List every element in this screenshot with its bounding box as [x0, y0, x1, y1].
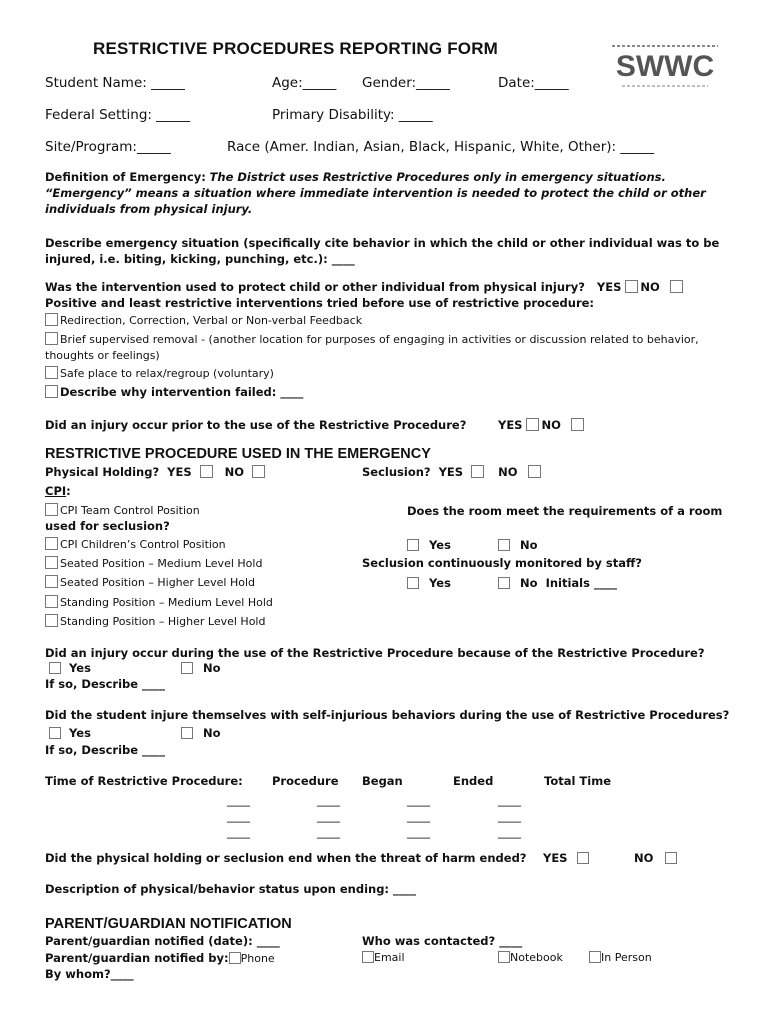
failed-label: Describe why intervention failed: ____	[60, 385, 304, 399]
cpi-label	[45, 484, 71, 498]
injury-prior-options	[498, 418, 586, 432]
seclusion-yes-checkbox[interactable]	[471, 465, 484, 478]
injury-during-question: Did an injury occur during the use of the Restrictive Procedure because of the Restrictive Procedure?	[45, 646, 705, 660]
time-cell[interactable]: ____	[498, 825, 521, 839]
time-cell[interactable]: ____	[227, 825, 250, 839]
cpi-text: CPI	[45, 484, 67, 498]
positive-interventions-label: Positive and least restrictive interventions tried before use of restrictive procedure:	[45, 296, 595, 310]
definition-line2: “Emergency” means a situation where immediate intervention is needed to protect the child or other	[45, 186, 706, 200]
injury-prior-no-checkbox[interactable]	[571, 418, 584, 431]
intervention-option-1[interactable]	[45, 313, 362, 327]
injury-during-no-checkbox[interactable]	[181, 662, 193, 674]
date-field[interactable]: Date:_____	[498, 75, 569, 91]
injury-during-no-label: No	[203, 661, 221, 675]
parent-heading: PARENT/GUARDIAN NOTIFICATION	[45, 916, 292, 932]
injury-during-no[interactable]	[181, 661, 221, 675]
option-2-label: Brief supervised removal - (another location for purposes of engaging in activities or discussion related to behavior,	[60, 333, 699, 346]
physical-holding-row	[45, 465, 267, 479]
time-col-procedure: Procedure	[272, 774, 339, 788]
site-program-field[interactable]: Site/Program:_____	[45, 139, 171, 155]
intervention-failed[interactable]	[45, 385, 303, 399]
self-injury-question: Did the student injure themselves with self-injurious behaviors during the use of Restrictive Procedures?	[45, 708, 730, 722]
logo-wordmark: SWWC	[615, 50, 715, 83]
time-cell[interactable]: ____	[317, 809, 340, 823]
primary-disability-field[interactable]: Primary Disability: _____	[272, 107, 433, 123]
parent-notified-date[interactable]: Parent/guardian notified (date): ____	[45, 934, 280, 948]
failed-checkbox[interactable]	[45, 385, 58, 398]
physical-holding-yes-checkbox[interactable]	[200, 465, 213, 478]
seclusion-label: Seclusion?	[362, 465, 431, 479]
room-yes-label: Yes	[429, 538, 451, 552]
swwc-logo	[610, 40, 720, 92]
room-no-checkbox[interactable]	[498, 539, 510, 551]
intervention-option-3[interactable]	[45, 366, 274, 380]
notified-by-row	[45, 951, 275, 965]
notebook-label: Notebook	[510, 951, 563, 964]
room-question-line2: used for seclusion?	[45, 519, 170, 533]
time-cell[interactable]: ____	[317, 793, 340, 807]
intervention-no-label: NO	[640, 280, 660, 294]
injury-during-describe[interactable]: If so, Describe ____	[45, 677, 166, 691]
intervention-option-2[interactable]	[45, 332, 699, 346]
time-cell[interactable]: ____	[498, 809, 521, 823]
injury-prior-yes-label: YES	[498, 418, 523, 432]
ending-status[interactable]: Description of physical/behavior status upon ending: ____	[45, 882, 417, 896]
self-injury-yes-checkbox[interactable]	[49, 727, 61, 739]
ending-yes[interactable]	[543, 851, 589, 865]
notified-by-label: Parent/guardian notified by:	[45, 951, 229, 965]
procedure-heading: RESTRICTIVE PROCEDURE USED IN THE EMERGENCY	[45, 446, 431, 462]
hold-option-3[interactable]	[45, 556, 262, 570]
option-2-continuation: thoughts or feelings)	[45, 349, 160, 362]
room-no[interactable]	[498, 538, 538, 552]
self-injury-no-checkbox[interactable]	[181, 727, 193, 739]
seclusion-no-checkbox[interactable]	[528, 465, 541, 478]
definition-text1: The District uses Restrictive Procedures only in emergency situations.	[209, 170, 666, 184]
time-col-total: Total Time	[544, 774, 611, 788]
time-cell[interactable]: ____	[227, 793, 250, 807]
ending-question: Did the physical holding or seclusion end when the threat of harm ended?	[45, 851, 527, 865]
in-person-checkbox[interactable]	[589, 951, 601, 963]
time-label: Time of Restrictive Procedure:	[45, 774, 243, 788]
hold-option-1[interactable]	[45, 503, 200, 517]
race-field[interactable]: Race (Amer. Indian, Asian, Black, Hispanic, White, Other): _____	[227, 139, 655, 155]
time-col-ended: Ended	[453, 774, 494, 788]
injury-during-yes-checkbox[interactable]	[49, 662, 61, 674]
describe-line2[interactable]: injured, i.e. biting, kicking, punching, etc.): ____	[45, 252, 355, 266]
physical-holding-no-checkbox[interactable]	[252, 465, 265, 478]
age-field[interactable]: Age:_____	[272, 75, 337, 91]
ending-yes-checkbox[interactable]	[577, 852, 589, 864]
hold-4-checkbox[interactable]	[45, 575, 58, 588]
physical-holding-label: Physical Holding?	[45, 465, 160, 479]
self-injury-describe[interactable]: If so, Describe ____	[45, 743, 166, 757]
intervention-question-text: Was the intervention used to protect child or other individual from physical injury?	[45, 280, 585, 294]
student-name-field[interactable]: Student Name: _____	[45, 75, 185, 91]
ending-no[interactable]	[634, 851, 677, 865]
definition-label: Definition of Emergency:	[45, 170, 206, 184]
seclusion-yes-label: YES	[438, 465, 464, 479]
phone-label: Phone	[240, 952, 275, 965]
injury-during-yes-label: Yes	[69, 661, 91, 675]
seclusion-no-label: NO	[498, 465, 518, 479]
initials-field[interactable]: Initials ____	[545, 576, 617, 590]
room-yes-checkbox[interactable]	[407, 539, 419, 551]
by-whom[interactable]: By whom?____	[45, 967, 134, 981]
definition-line1	[45, 170, 666, 184]
injury-during-yes[interactable]	[49, 661, 91, 675]
hold-5-checkbox[interactable]	[45, 595, 58, 608]
self-injury-yes-label: Yes	[69, 726, 91, 740]
self-injury-no[interactable]	[181, 726, 221, 740]
form-title: RESTRICTIVE PROCEDURES REPORTING FORM	[93, 39, 499, 58]
intervention-no-checkbox[interactable]	[670, 280, 683, 293]
notebook-option[interactable]	[498, 951, 563, 964]
ending-yes-label: YES	[543, 851, 568, 865]
hold-6-label: Standing Position – Higher Level Hold	[60, 615, 266, 628]
time-col-began: Began	[362, 774, 403, 788]
monitored-question: Seclusion continuously monitored by staff?	[362, 556, 642, 570]
notebook-checkbox[interactable]	[498, 951, 510, 963]
hold-5-label: Standing Position – Medium Level Hold	[60, 596, 273, 609]
injury-prior-yes-checkbox[interactable]	[526, 418, 539, 431]
hold-4-label: Seated Position – Higher Level Hold	[60, 576, 256, 589]
time-cell[interactable]: ____	[407, 793, 430, 807]
physical-holding-no-label: NO	[224, 465, 245, 479]
definition-line3: individuals from physical injury.	[45, 202, 253, 216]
email-label: Email	[374, 951, 405, 964]
monitored-no-label: No	[520, 576, 538, 590]
phone-checkbox[interactable]	[229, 952, 241, 964]
in-person-label: In Person	[601, 951, 652, 964]
self-injury-no-label: No	[203, 726, 221, 740]
cpi-colon: :	[66, 484, 71, 498]
time-cell[interactable]: ____	[227, 809, 250, 823]
federal-setting-field[interactable]: Federal Setting: _____	[45, 107, 190, 123]
monitored-yes[interactable]	[407, 576, 451, 590]
option-1-checkbox[interactable]	[45, 313, 58, 326]
hold-1-checkbox[interactable]	[45, 503, 58, 516]
hold-option-2[interactable]	[45, 537, 226, 551]
injury-prior-no-label: NO	[541, 418, 561, 432]
hold-option-6[interactable]	[45, 614, 265, 628]
physical-holding-yes-label: YES	[167, 465, 192, 479]
time-cell[interactable]: ____	[317, 825, 340, 839]
option-3-label: Safe place to relax/regroup (voluntary)	[60, 367, 274, 380]
hold-3-label: Seated Position – Medium Level Hold	[60, 557, 263, 570]
describe-line1: Describe emergency situation (specifically cite behavior in which the child or other individual was to be	[45, 236, 720, 250]
hold-option-5[interactable]	[45, 595, 273, 609]
hold-3-checkbox[interactable]	[45, 556, 58, 569]
room-no-label: No	[520, 538, 538, 552]
monitored-no[interactable]	[498, 576, 617, 590]
monitored-no-checkbox[interactable]	[498, 577, 510, 589]
intervention-question	[45, 280, 685, 294]
email-option[interactable]	[362, 951, 405, 964]
time-cell[interactable]: ____	[407, 809, 430, 823]
who-contacted[interactable]: Who was contacted? ____	[362, 934, 523, 948]
hold-2-checkbox[interactable]	[45, 537, 58, 550]
hold-option-4[interactable]	[45, 575, 255, 589]
room-yes[interactable]	[407, 538, 451, 552]
monitored-yes-checkbox[interactable]	[407, 577, 419, 589]
intervention-yes-label: YES	[596, 280, 622, 294]
option-2-checkbox[interactable]	[45, 332, 58, 345]
hold-1-label: CPI Team Control Position	[60, 504, 200, 517]
option-1-label: Redirection, Correction, Verbal or Non-verbal Feedback	[60, 314, 363, 327]
intervention-yes-checkbox[interactable]	[625, 280, 638, 293]
seclusion-row	[362, 465, 543, 479]
room-question-line1: Does the room meet the requirements of a room	[407, 504, 723, 518]
ending-no-checkbox[interactable]	[665, 852, 677, 864]
hold-6-checkbox[interactable]	[45, 614, 58, 627]
in-person-option[interactable]	[589, 951, 652, 964]
monitored-yes-label: Yes	[429, 576, 451, 590]
time-cell[interactable]: ____	[407, 825, 430, 839]
gender-field[interactable]: Gender:_____	[362, 75, 450, 91]
option-3-checkbox[interactable]	[45, 366, 58, 379]
time-cell[interactable]: ____	[498, 793, 521, 807]
hold-2-label: CPI Children’s Control Position	[60, 538, 226, 551]
injury-prior-question: Did an injury occur prior to the use of the Restrictive Procedure?	[45, 418, 467, 432]
email-checkbox[interactable]	[362, 951, 374, 963]
self-injury-yes[interactable]	[49, 726, 91, 740]
ending-no-label: NO	[634, 851, 654, 865]
